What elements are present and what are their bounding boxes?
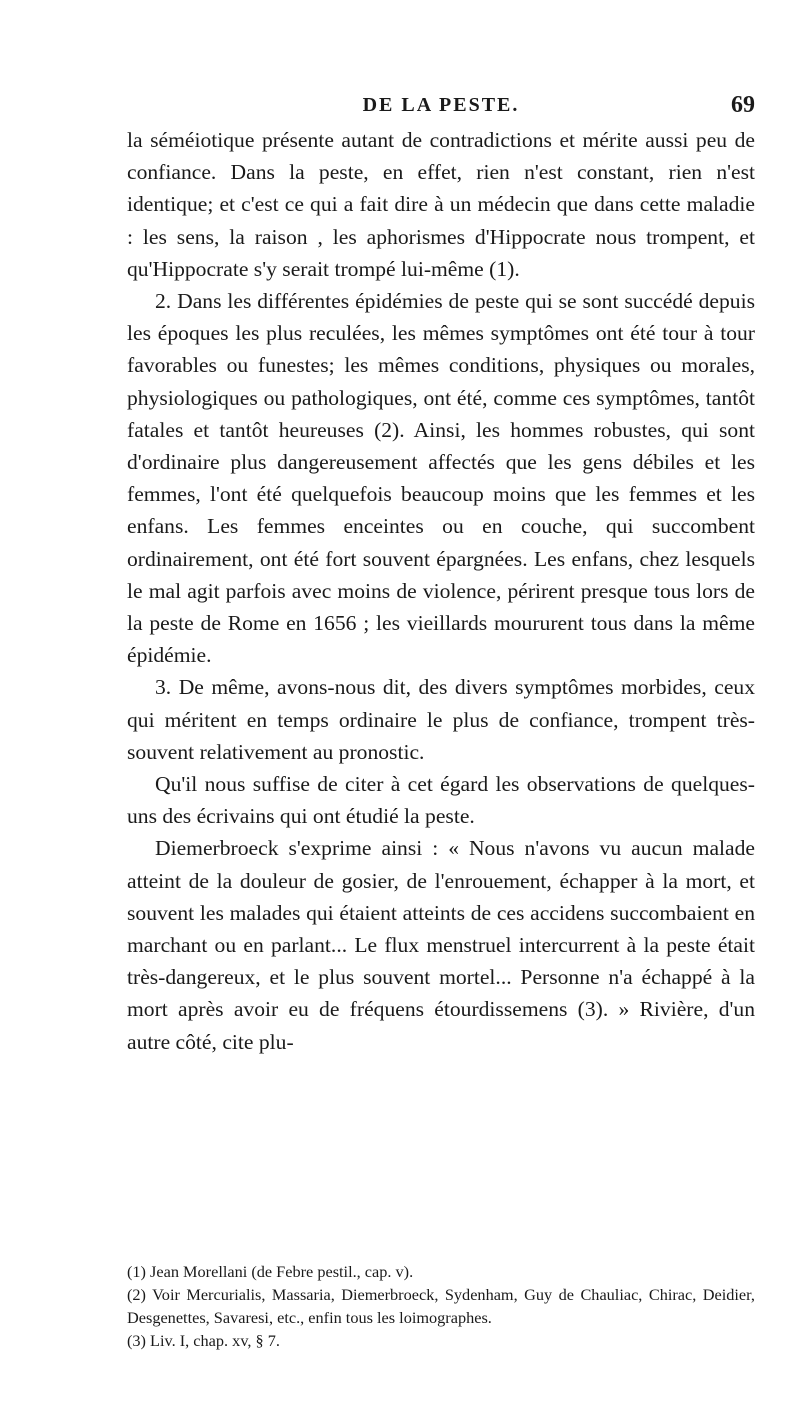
paragraph-citation-intro: Qu'il nous suffise de citer à cet égard les observations de quelques-uns des écrivains qui ont étudié la peste. — [127, 772, 755, 829]
paragraph-3: 3. De même, avons-nous dit, des divers symptômes morbides, ceux qui méritent en temps ordinaire le plus de confiance, trompent très-souvent relativement au pronostic. — [127, 675, 755, 764]
paragraph-continuation: la séméiotique présente autant de contradictions et mérite aussi peu de confiance. Dans la peste, en effet, rien n'est constant, rien n'est identique; et c'est ce qui a fait dire à un médecin que dans cette maladie : les sens, la raison , les aphorismes d'Hippocrate nous trompent, et qu'Hippocrate s'y serait trompé lui-même (1). — [127, 128, 755, 281]
footnotes — [127, 1260, 755, 1352]
paragraph-2: 2. Dans les différentes épidémies de peste qui se sont succédé depuis les époques les plus reculées, les mêmes symptômes ont été tour à tour favorables ou funestes; les mêmes conditions, physiques ou morales, physiologiques ou pathologiques, ont été, comme ces symptômes, tantôt fatales et tantôt heureuses (2). Ainsi, les hommes robustes, qui sont d'ordinaire plus dangereusement affectés que les gens débiles et les femmes, l'ont été quelquefois beaucoup moins que les femmes et les enfans. Les femmes enceintes ou en couche, qui succombent ordinairement, ont été fort souvent épargnées. Les enfans, chez lesquels le mal agit parfois avec moins de violence, périrent presque tous lors de la peste de Rome en 1656 ; les vieillards moururent tous dans la même épidémie. — [127, 289, 755, 668]
footnote-3: (3) Liv. I, chap. xv, § 7. — [127, 1331, 280, 1350]
page-header — [127, 92, 755, 122]
footnote-2: (2) Voir Mercurialis, Massaria, Diemerbroeck, Sydenham, Guy de Chauliac, Chirac, Deidier, Desgenettes, Savaresi, etc., enfin tous les loimographes. — [127, 1285, 755, 1327]
page-number: 69 — [731, 92, 755, 118]
paragraph-diemerbroeck: Diemerbroeck s'exprime ainsi : « Nous n'avons vu aucun malade atteint de la douleur de gosier, de l'enrouement, échapper à la mort, et souvent les malades qui étaient atteints de ces accidens succombaient en marchant ou en parlant... Le flux menstruel intercurrent à la peste était très-dangereux, et le plus souvent mortel... Personne n'a échappé à la mort après avoir eu de fréquens étourdissemens (3). » Rivière, d'un autre côté, cite plu- — [127, 836, 755, 1054]
footnote-1: (1) Jean Morellani (de Febre pestil., cap. v). — [127, 1262, 414, 1281]
body-text — [127, 124, 755, 1058]
running-title: DE LA PESTE. — [362, 94, 520, 116]
